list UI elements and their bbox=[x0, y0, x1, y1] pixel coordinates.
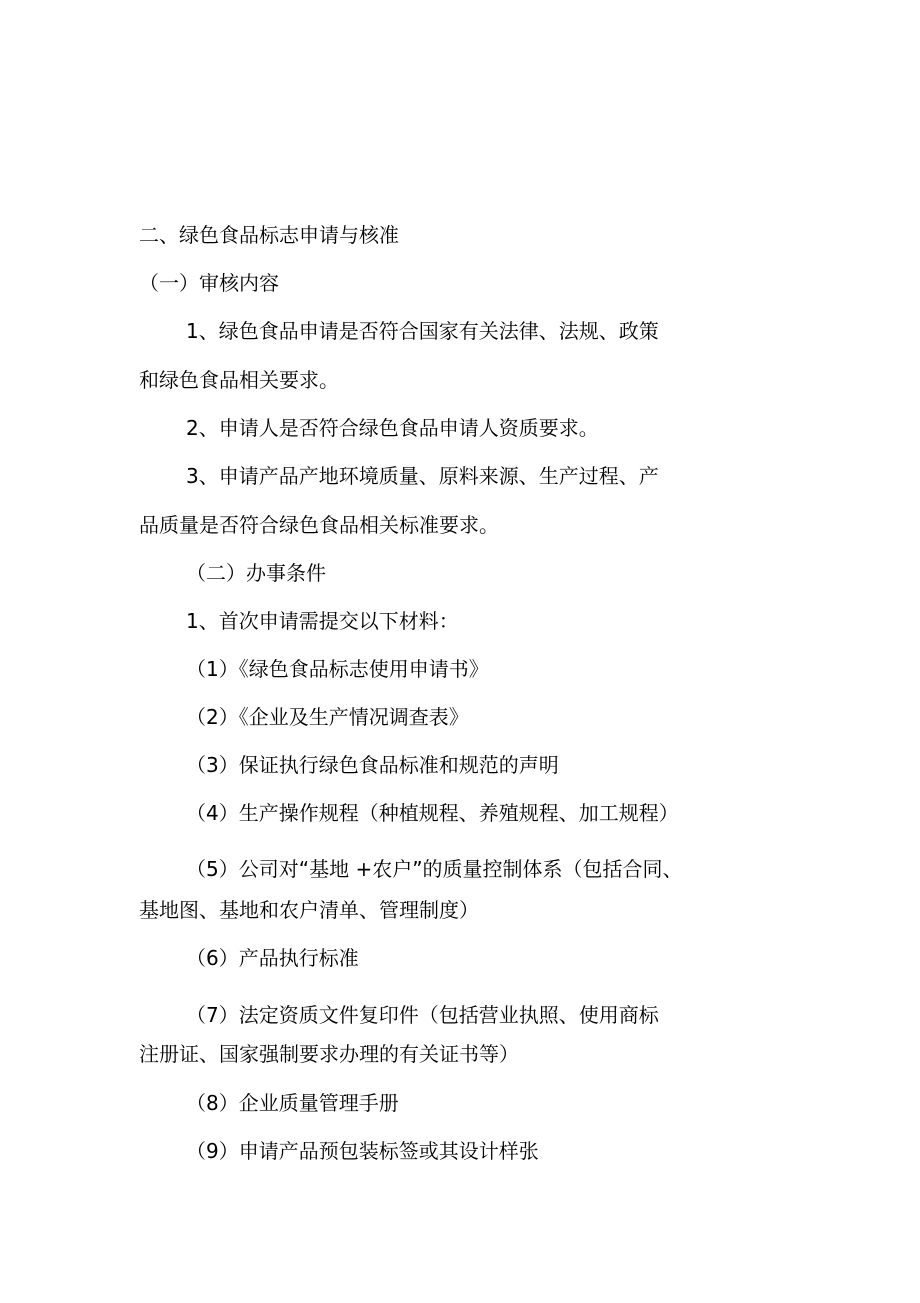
review-item-1-cont: 和绿色食品相关要求。 bbox=[139, 368, 339, 392]
review-item-3: 3、申请产品产地环境质量、原料来源、生产过程、产 bbox=[186, 464, 659, 488]
material-item-4: （4）生产操作规程（种植规程、养殖规程、加工规程） bbox=[186, 801, 679, 825]
material-item-3: （3）保证执行绿色食品标准和规范的声明 bbox=[186, 753, 559, 777]
review-item-3-cont: 品质量是否符合绿色食品相关标准要求。 bbox=[139, 513, 499, 537]
material-item-9: （9）申请产品预包装标签或其设计样张 bbox=[186, 1139, 539, 1163]
conditions-intro: 1、首次申请需提交以下材料： bbox=[186, 609, 459, 633]
material-item-7: （7）法定资质文件复印件（包括营业执照、使用商标 bbox=[186, 1003, 659, 1027]
conditions-heading: （二）办事条件 bbox=[186, 561, 326, 585]
material-item-8: （8）企业质量管理手册 bbox=[186, 1091, 399, 1115]
material-item-2: （2）《企业及生产情况调查表》 bbox=[186, 705, 469, 729]
section-title: 二、绿色食品标志申请与核准 bbox=[139, 223, 399, 247]
review-item-2: 2、申请人是否符合绿色食品申请人资质要求。 bbox=[186, 416, 599, 440]
material-item-1: （1）《绿色食品标志使用申请书》 bbox=[186, 657, 489, 681]
material-item-7-cont: 注册证、国家强制要求办理的有关证书等） bbox=[139, 1042, 519, 1066]
material-item-5: （5）公司对“基地 +农户”的质量控制体系（包括合同、 bbox=[186, 857, 683, 881]
review-item-1: 1、绿色食品申请是否符合国家有关法律、法规、政策 bbox=[186, 319, 659, 343]
review-heading: （一）审核内容 bbox=[139, 271, 279, 295]
material-item-5-cont: 基地图、基地和农户清单、管理制度） bbox=[139, 898, 479, 922]
material-item-6: （6）产品执行标准 bbox=[186, 946, 359, 970]
